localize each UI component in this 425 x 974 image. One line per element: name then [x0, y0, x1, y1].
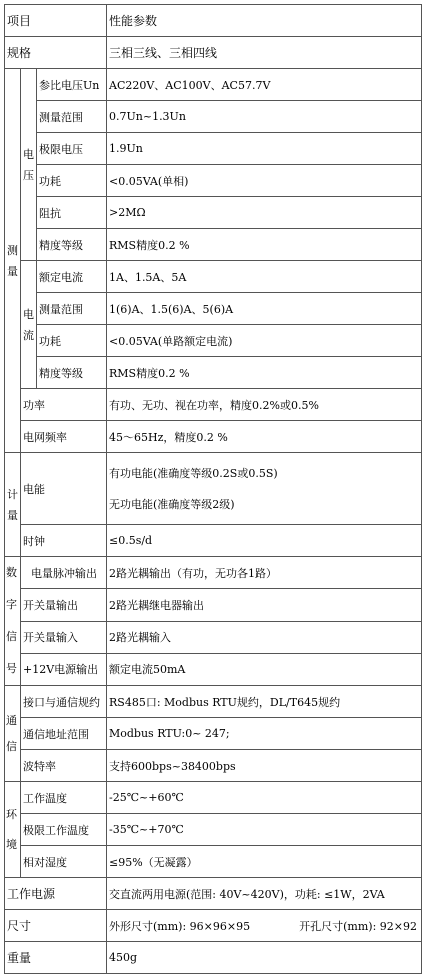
row-label: 工作电源 [5, 878, 107, 910]
row-value: -25℃~+60℃ [107, 782, 422, 814]
row-label: 精度等级 [37, 229, 107, 261]
row-label: 参比电压Un [37, 69, 107, 101]
row-value: 45～65Hz，精度0.2 % [107, 421, 422, 453]
table-row [5, 878, 422, 910]
table-row [5, 37, 422, 69]
row-label: 功耗 [37, 325, 107, 357]
row-label: 重量 [5, 942, 107, 974]
row-value: -35℃~+70℃ [107, 814, 422, 846]
table-row [5, 197, 422, 229]
energy-active-value: 有功电能(准确度等级0.2S或0.5S) [109, 466, 278, 480]
table-row [5, 421, 422, 453]
energy-reactive-value: 无功电能(准确度等级2级) [109, 497, 235, 511]
digital-group-label: 数字信号 [5, 557, 21, 686]
row-value: 2路光耦输出（有功，无功各1路） [107, 557, 422, 589]
row-label: 功耗 [37, 165, 107, 197]
outer-size-value: 外形尺寸(mm): 96×96×95 [109, 919, 251, 933]
row-value: 1(6)A、1.5(6)A、5(6)A [107, 293, 422, 325]
row-label: 工作温度 [21, 782, 107, 814]
row-value: 0.7Un~1.3Un [107, 101, 422, 133]
row-value: 1.9Un [107, 133, 422, 165]
table-row [5, 589, 422, 621]
table-row [5, 557, 422, 589]
table-row [5, 686, 422, 718]
spec-label: 规格 [5, 37, 107, 69]
table-row [5, 293, 422, 325]
table-row [5, 814, 422, 846]
row-label: 测量范围 [37, 293, 107, 325]
row-value: 交直流两用电源(范围: 40V~420V)，功耗: ≤1W，2VA [107, 878, 422, 910]
cutout-size-value: 开孔尺寸(mm): 92×92 [299, 919, 417, 933]
row-value: >2MΩ [107, 197, 422, 229]
row-value: RS485口: Modbus RTU规约，DL/T645规约 [107, 686, 422, 718]
metering-group-label: 计量 [5, 453, 21, 557]
env-group-label: 环境 [5, 782, 21, 878]
table-row [5, 910, 422, 942]
header-item: 项目 [5, 5, 107, 37]
row-value: AC220V、AC100V、AC57.7V [107, 69, 422, 101]
row-label: 测量范围 [37, 101, 107, 133]
row-value: 2路光耦继电器输出 [107, 589, 422, 621]
row-value: RMS精度0.2 % [107, 229, 422, 261]
row-label: 波特率 [21, 750, 107, 782]
row-label: 精度等级 [37, 357, 107, 389]
table-row [5, 229, 422, 261]
measure-group-label: 测量 [5, 69, 21, 453]
row-label: 电网频率 [21, 421, 107, 453]
table-row [5, 525, 422, 557]
comm-group-label: 通信 [5, 686, 21, 782]
voltage-group-label: 电压 [21, 69, 37, 261]
table-row [5, 261, 422, 293]
row-value: 有功、无功、视在功率，精度0.2%或0.5% [107, 389, 422, 421]
table-row [5, 621, 422, 653]
table-row [5, 750, 422, 782]
table-row [5, 101, 422, 133]
header-param: 性能参数 [107, 5, 422, 37]
row-label: 时钟 [21, 525, 107, 557]
table-row [5, 453, 422, 525]
row-label: 极限工作温度 [21, 814, 107, 846]
row-value: 1A、1.5A、5A [107, 261, 422, 293]
table-row [5, 782, 422, 814]
row-value: RMS精度0.2 % [107, 357, 422, 389]
table-row [5, 357, 422, 389]
row-value: 2路光耦输入 [107, 621, 422, 653]
row-label: 阻抗 [37, 197, 107, 229]
row-value: 支持600bps~38400bps [107, 750, 422, 782]
row-label: 尺寸 [5, 910, 107, 942]
spec-table [4, 4, 422, 974]
row-label: 电量脉冲输出 [21, 557, 107, 589]
row-value: ≤0.5s/d [107, 525, 422, 557]
table-row [5, 718, 422, 750]
row-value: <0.05VA(单相) [107, 165, 422, 197]
current-group-label: 电流 [21, 261, 37, 389]
row-label: 开关量输出 [21, 589, 107, 621]
row-value: Modbus RTU:0~ 247; [107, 718, 422, 750]
table-row [5, 653, 422, 685]
table-row [5, 389, 422, 421]
table-row [5, 325, 422, 357]
row-value: <0.05VA(单路额定电流) [107, 325, 422, 357]
row-label: 开关量输入 [21, 621, 107, 653]
table-row [5, 942, 422, 974]
row-label: 相对湿度 [21, 846, 107, 878]
spec-value: 三相三线、三相四线 [107, 37, 422, 69]
table-row [5, 846, 422, 878]
row-value: 450g [107, 942, 422, 974]
row-label: 功率 [21, 389, 107, 421]
row-label: 额定电流 [37, 261, 107, 293]
row-value: 额定电流50mA [107, 653, 422, 685]
energy-value-cell [107, 453, 422, 525]
row-label: +12V电源输出 [21, 653, 107, 685]
row-label: 通信地址范围 [21, 718, 107, 750]
size-value-cell [107, 910, 422, 942]
table-row [5, 133, 422, 165]
row-label: 接口与通信规约 [21, 686, 107, 718]
table-row [5, 165, 422, 197]
row-value: ≤95%（无凝露） [107, 846, 422, 878]
table-row [5, 69, 422, 101]
table-header-row [5, 5, 422, 37]
row-label: 电能 [21, 453, 107, 525]
row-label: 极限电压 [37, 133, 107, 165]
